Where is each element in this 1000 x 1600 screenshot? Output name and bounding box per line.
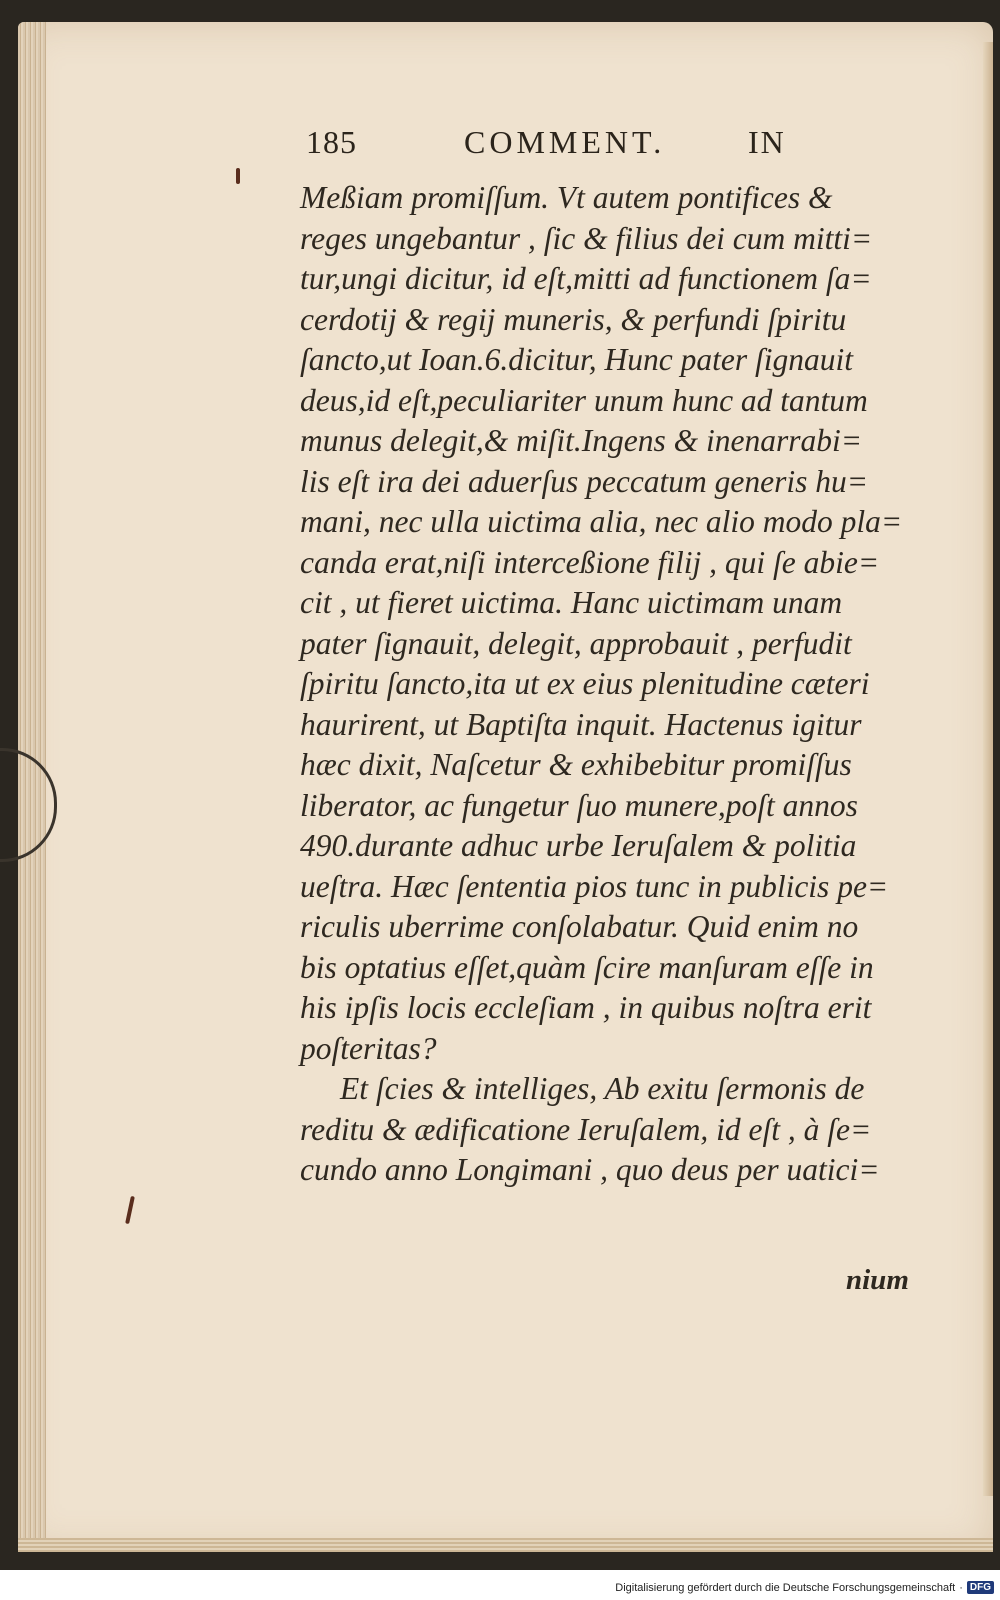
body-text	[300, 178, 920, 1191]
text-line: his ipſis locis eccleſiam , in quibus noſtra erit	[300, 990, 872, 1025]
text-line: tur,ungi dicitur, id eſt,mitti ad functionem ſa=	[300, 261, 872, 296]
text-line: riculis uberrime conſolabatur. Quid enim no	[300, 909, 859, 944]
text-line: ſancto,ut Ioan.6.dicitur, Hunc pater ſignauit	[300, 342, 853, 377]
text-line: canda erat,niſi interceßione filij , qui ſe abie=	[300, 544, 880, 580]
text-line: haurirent, ut Baptiſta inquit. Hactenus igitur	[300, 706, 862, 742]
text-line: poſteritas?	[300, 1030, 437, 1066]
text-line: deus,id eſt,peculiariter unum hunc ad tantum	[300, 382, 868, 418]
text-line: Meßiam promiſſum. Vt autem pontifices &	[300, 180, 833, 215]
text-line: cundo anno Longimani , quo deus per uatici=	[300, 1152, 880, 1187]
text-line: Et ſcies & intelliges, Ab exitu ſermonis de	[340, 1071, 865, 1106]
page-edge-bottom	[18, 1538, 993, 1552]
running-header	[306, 120, 816, 170]
footer-credit: Digitalisierung gefördert durch die Deutsche Forschungsgemeinschaft	[615, 1581, 956, 1594]
text-line: pater ſignauit, delegit, approbauit , perfudit	[300, 625, 852, 661]
text-line: 490.durante adhuc urbe Ieruſalem & politia	[300, 828, 857, 863]
dfg-logo-icon: DFG	[967, 1581, 994, 1594]
text-line: lis eſt ira dei aduerſus peccatum generis hu=	[300, 463, 869, 499]
running-title: COMMENT.	[464, 124, 666, 160]
text-line: mani, nec ulla uictima alia, nec alio modo pla=	[300, 504, 903, 539]
text-line: bis optatius eſſet,quàm ſcire manſuram eſſe in	[300, 949, 874, 985]
text-line: ueſtra. Hæc ſententia pios tunc in publicis pe=	[300, 868, 889, 904]
text-line: reges ungebantur , ſic & filius dei cum mitti=	[300, 220, 873, 256]
digitization-footer: Digitalisierung gefördert durch die Deutsche Forschungsgemeinschaft · DFG	[615, 1581, 994, 1594]
text-line: reditu & ædificatione Ieruſalem, id eſt , à ſe=	[300, 1111, 872, 1147]
text-line: cerdotij & regij muneris, & perfundi ſpiritu	[300, 301, 847, 337]
text-line: hæc dixit, Naſcetur & exhibebitur promiſſus	[300, 747, 852, 782]
page-number: 185	[306, 124, 357, 160]
text-line: cit , ut fieret uictima. Hanc uictimam unam	[300, 585, 843, 620]
catchword: nium	[846, 1264, 909, 1296]
page-edge-right	[983, 42, 993, 1496]
ink-mark	[236, 168, 240, 184]
running-title-suffix: IN	[748, 124, 786, 160]
text-line: ſpiritu ſancto,ita ut ex eius plenitudine cæteri	[300, 666, 870, 701]
text-line: munus delegit,& miſit.Ingens & inenarrabi=	[300, 423, 862, 458]
text-line: liberator, ac fungetur ſuo munere,poſt annos	[300, 787, 858, 823]
